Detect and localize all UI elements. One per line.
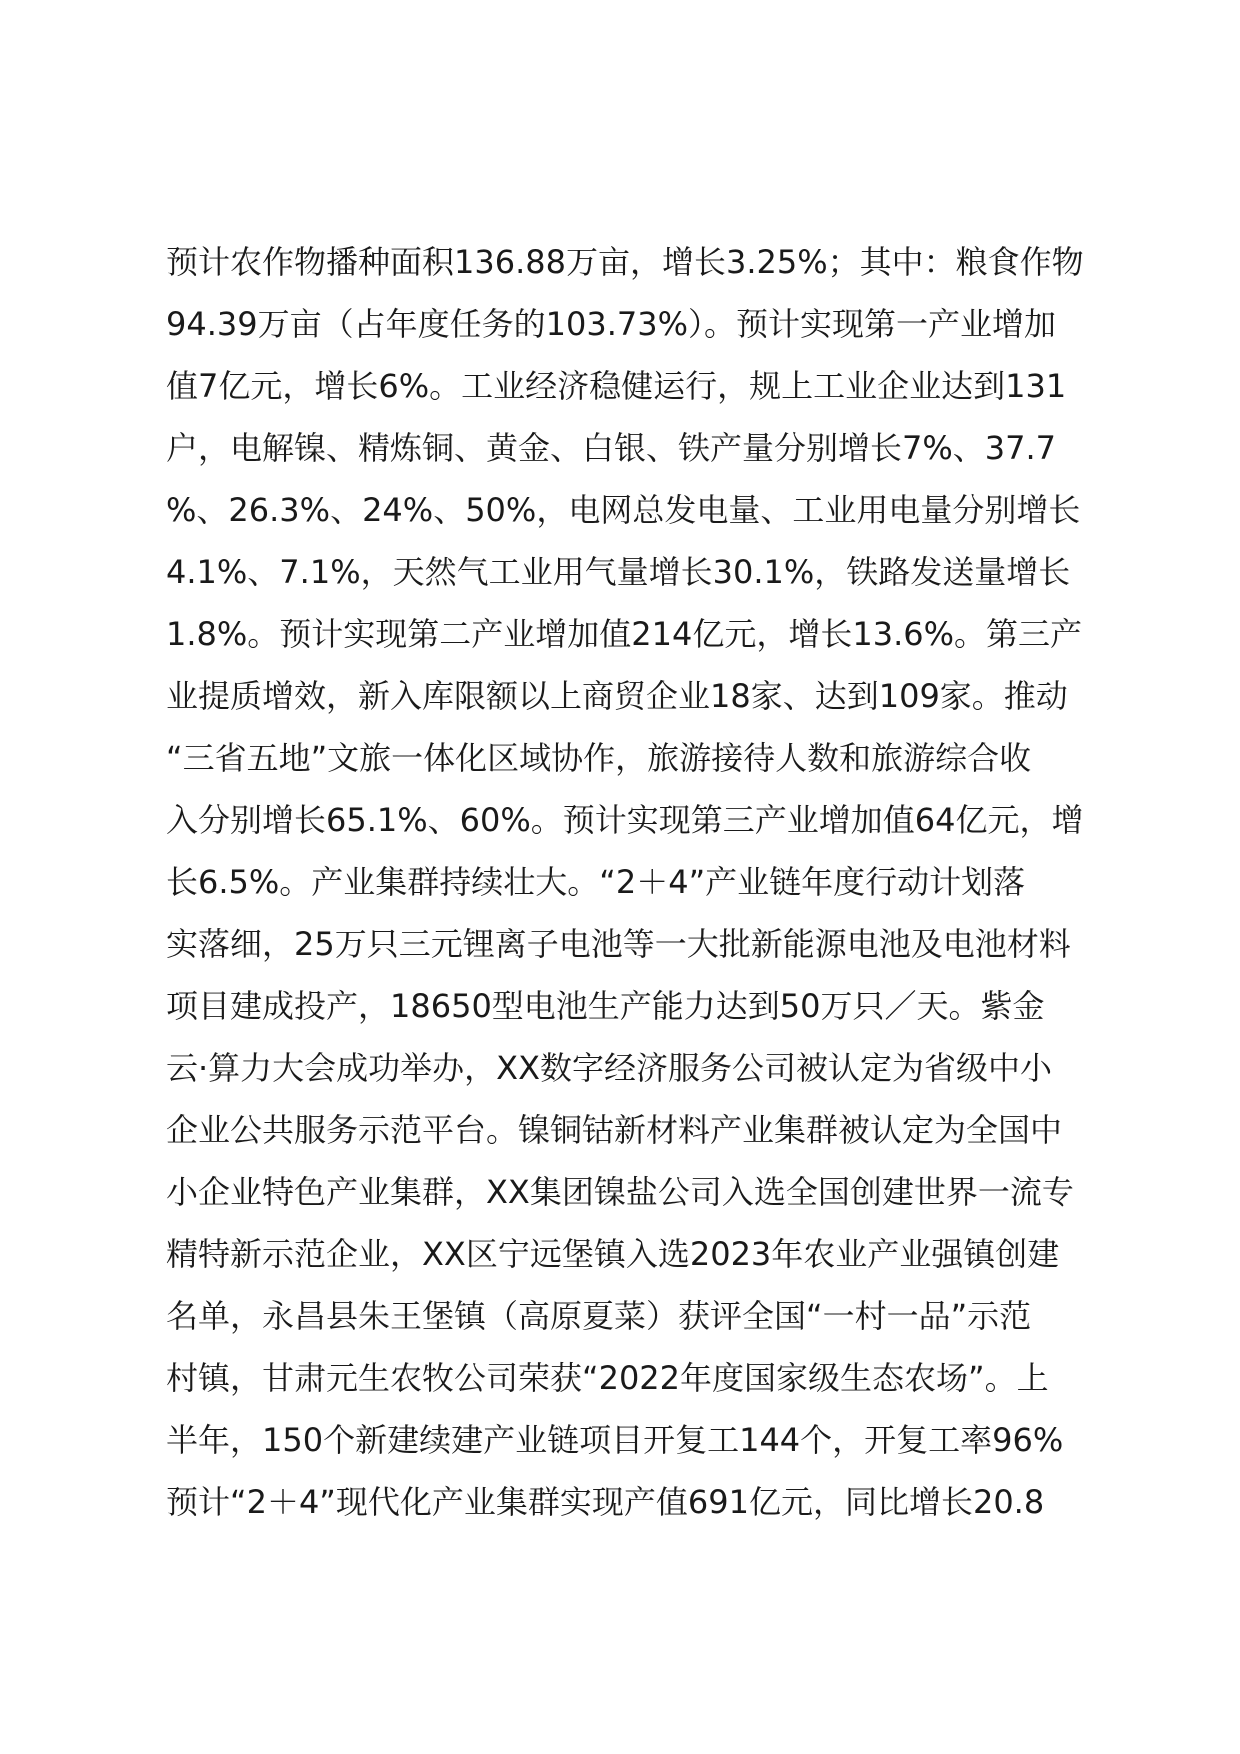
text-line: 名单，永昌县朱王堡镇（高原夏菜）获评全国“一村一品”示范 bbox=[166, 1297, 1032, 1335]
text-line: 4.1%、7.1%，天然气工业用气量增长30.1%，铁路发送量增长 bbox=[166, 553, 1071, 591]
text-line: 预计“2＋4”现代化产业集群实现产值691亿元，同比增长20.8 bbox=[166, 1483, 1045, 1521]
text-line: 1.8%。预计实现第二产业增加值214亿元，增长13.6%。第三产 bbox=[166, 615, 1083, 653]
body-paragraph bbox=[166, 231, 1126, 1533]
text-line: 94.39万亩（占年度任务的103.73%）。预计实现第一产业增加 bbox=[166, 305, 1056, 343]
text-line: 小企业特色产业集群，XX集团镍盐公司入选全国创建世界一流专 bbox=[166, 1173, 1074, 1211]
text-line: 预计农作物播种面积136.88万亩，增长3.25%；其中：粮食作物 bbox=[166, 243, 1084, 281]
text-line: 企业公共服务示范平台。镍铜钴新材料产业集群被认定为全国中 bbox=[166, 1111, 1063, 1149]
text-line: 值7亿元，增长6%。工业经济稳健运行，规上工业企业达到131 bbox=[166, 367, 1067, 405]
text-line: 实落细，25万只三元锂离子电池等一大批新能源电池及电池材料 bbox=[166, 925, 1071, 963]
text-line: 项目建成投产，18650型电池生产能力达到50万只／天。紫金 bbox=[166, 987, 1045, 1025]
text-line: 半年，150个新建续建产业链项目开复工144个，开复工率96% bbox=[166, 1421, 1064, 1459]
text-line: %、26.3%、24%、50%，电网总发电量、工业用电量分别增长 bbox=[166, 491, 1081, 529]
text-line: 村镇，甘肃元生农牧公司荣获“2022年度国家级生态农场”。上 bbox=[166, 1359, 1049, 1397]
text-line: 长6.5%。产业集群持续壮大。“2＋4”产业链年度行动计划落 bbox=[166, 863, 1026, 901]
text-line: 户，电解镍、精炼铜、黄金、白银、铁产量分别增长7%、37.7 bbox=[166, 429, 1057, 467]
text-line: “三省五地”文旅一体化区域协作，旅游接待人数和旅游综合收 bbox=[166, 739, 1032, 777]
text-line: 精特新示范企业，XX区宁远堡镇入选2023年农业产业强镇创建 bbox=[166, 1235, 1060, 1273]
text-line: 云·算力大会成功举办，XX数字经济服务公司被认定为省级中小 bbox=[166, 1049, 1053, 1087]
text-line: 业提质增效，新入库限额以上商贸企业18家、达到109家。推动 bbox=[166, 677, 1068, 715]
text-line: 入分别增长65.1%、60%。预计实现第三产业增加值64亿元，增 bbox=[166, 801, 1084, 839]
